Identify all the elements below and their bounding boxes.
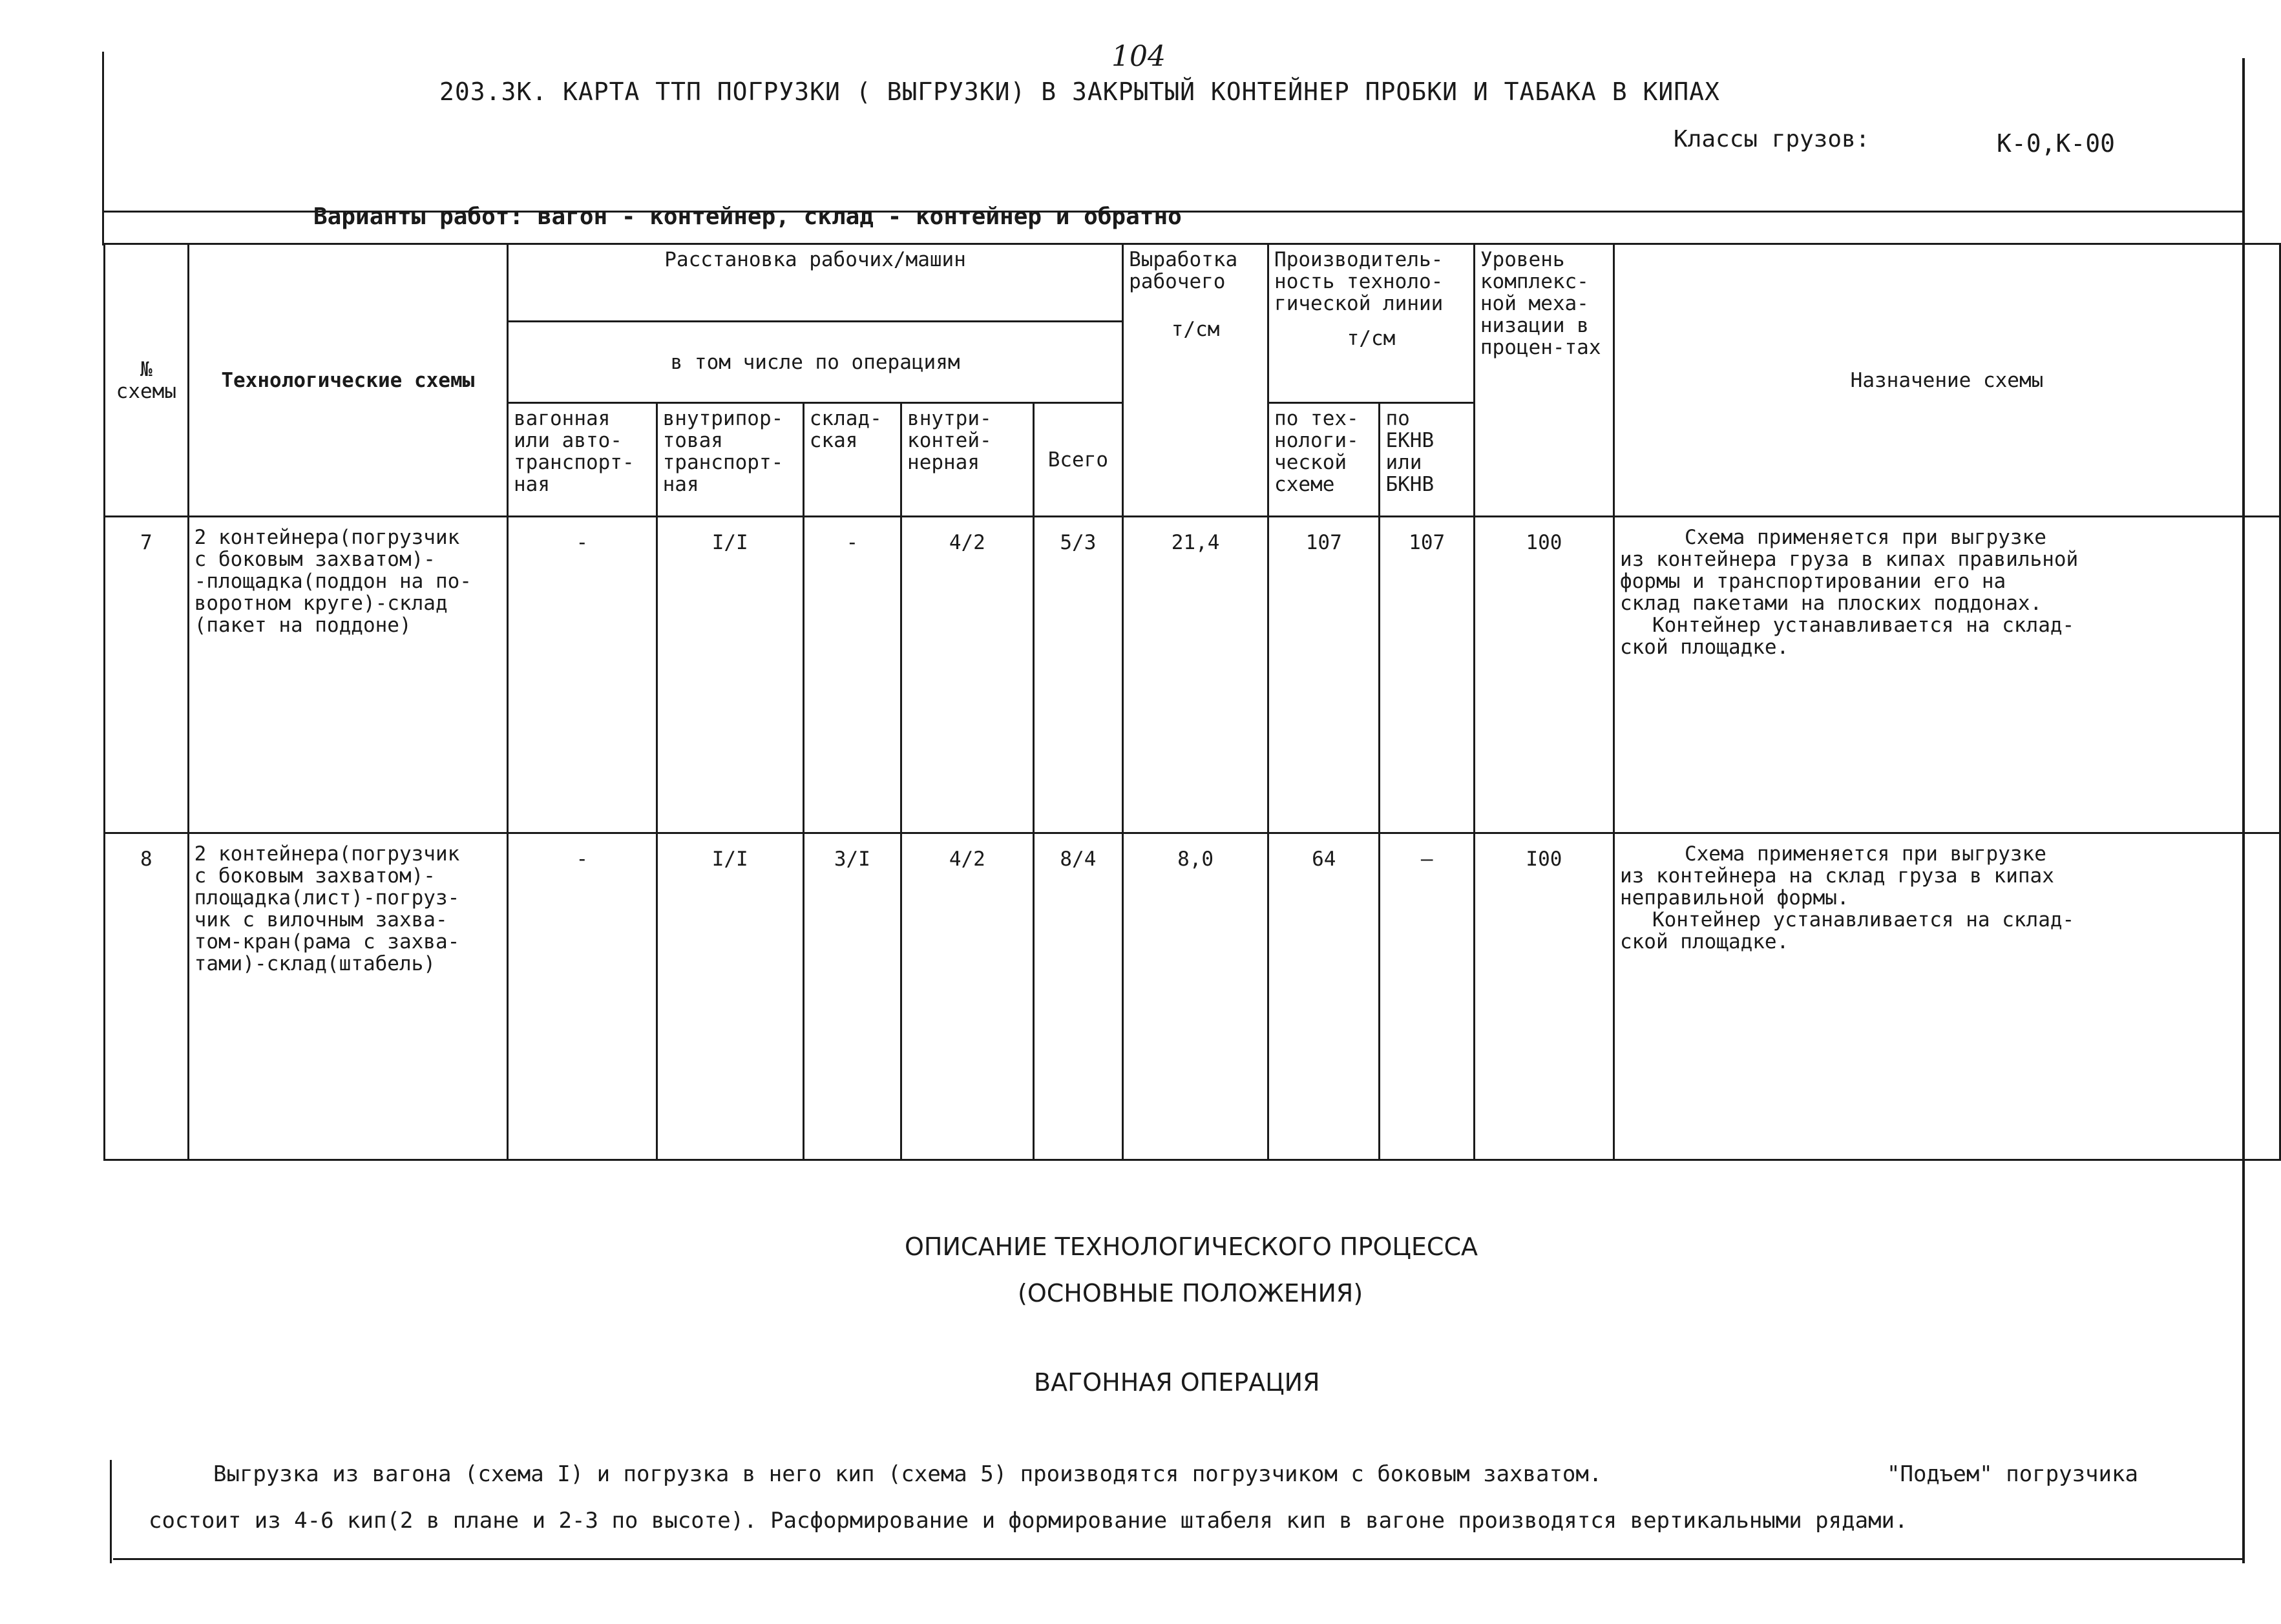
row-warehouse: 3/I [803, 833, 901, 1160]
paragraph-line-2: состоит из 4-6 кип(2 в плане и 2-3 по высоте). Расформирование и формирование штабеля кип в вагоне производятся вертикальными рядами. [149, 1508, 1908, 1534]
document-title: 203.ЗК. КАРТА ТТП ПОГРУЗКИ ( ВЫГРУЗКИ) В ЗАКРЫТЫЙ КОНТЕЙНЕР ПРОБКИ И ТАБАКА В КИПАХ [439, 78, 1720, 106]
header-total: Всего [1033, 403, 1122, 517]
row-by-eknv: 107 [1380, 517, 1474, 833]
row-intraport: I/I [657, 517, 803, 833]
paragraph-line-1: Выгрузка из вагона (схема I) и погрузка в него кип (схема 5) производятся погрузчиком с боковым захватом. [213, 1461, 1603, 1487]
row-purpose [1614, 517, 2280, 833]
scheme-line: воротном круге)-склад [194, 592, 448, 615]
row-total: 8/4 [1033, 833, 1122, 1160]
header-by-scheme: по тех-нологи-ческой схеме [1268, 403, 1380, 517]
row-by-eknv: — [1380, 833, 1474, 1160]
purpose-line: Контейнер устанавливается на склад- [1652, 614, 2075, 637]
row-by-scheme: 107 [1268, 517, 1380, 833]
row-intraport: I/I [657, 833, 803, 1160]
row-warehouse: - [803, 517, 901, 833]
header-intraport: внутрипор-товая транспорт-ная [657, 403, 803, 517]
scheme-line: чик с вилочным захва- [194, 908, 448, 932]
row-output: 21,4 [1123, 517, 1268, 833]
purpose-line: неправильной формы. [1619, 886, 1849, 910]
cargo-classes-value: К-0,К-00 [1997, 129, 2116, 158]
work-variants-value: вагон - контейнер, склад - контейнер и обратно [537, 203, 1182, 230]
page-number: 104 [1111, 40, 1166, 73]
row-mechanization: 100 [1474, 517, 1614, 833]
scheme-line: (пакет на поддоне) [194, 614, 412, 637]
row-scheme [188, 833, 507, 1160]
purpose-line: Контейнер устанавливается на склад- [1652, 908, 2075, 932]
header-placement: Расстановка рабочих/машин [508, 244, 1123, 322]
table-row [105, 517, 2280, 833]
description-subtitle: (ОСНОВНЫЕ ПОЛОЖЕНИЯ) [1018, 1279, 1363, 1307]
header-productivity [1268, 244, 1475, 403]
scheme-line: тами)-склад(штабель) [194, 952, 436, 975]
purpose-line: склад пакетами на плоских поддонах. [1619, 592, 2043, 615]
cargo-classes-label: Классы грузов: [1674, 126, 1870, 152]
header-intracontainer: внутри-контей-нерная [901, 403, 1034, 517]
header-by-eknv: по ЕКНВ или БКНВ [1380, 403, 1474, 517]
header-schemes: Технологические схемы [188, 244, 507, 517]
row-num: 7 [105, 517, 189, 833]
purpose-line: ской площадке. [1619, 930, 1789, 953]
header-productivity-label: Производитель-ность техноло-гической линии [1274, 248, 1444, 315]
header-productivity-unit: т/см [1347, 327, 1396, 350]
row-output: 8,0 [1123, 833, 1268, 1160]
scheme-line: площадка(лист)-погруз- [194, 886, 460, 910]
header-num: № схемы [105, 244, 189, 517]
row-num: 8 [105, 833, 189, 1160]
purpose-line: Схема применяется при выгрузке [1684, 842, 2046, 866]
purpose-line: из контейнера груза в кипах правильной [1619, 548, 2079, 571]
left-margin-line [102, 52, 104, 245]
scheme-line: с боковым захватом)- [194, 548, 436, 571]
bottom-rule [113, 1558, 2242, 1560]
header-purpose: Назначение схемы [1614, 244, 2280, 517]
paragraph-line-1b: "Подъем" погрузчика [1887, 1461, 2138, 1487]
row-wagon: - [508, 833, 657, 1160]
left-margin-line-lower [110, 1460, 112, 1563]
scheme-line: с боковым захватом)- [194, 864, 436, 888]
header-by-operations: в том числе по операциям [508, 322, 1123, 403]
row-by-scheme: 64 [1268, 833, 1380, 1160]
operation-title: ВАГОННАЯ ОПЕРАЦИЯ [1034, 1368, 1320, 1397]
header-output-label: Выработка рабочего [1129, 248, 1238, 293]
purpose-line: Схема применяется при выгрузке [1684, 526, 2046, 549]
row-intracontainer: 4/2 [901, 517, 1034, 833]
header-output-unit: т/см [1171, 318, 1220, 341]
row-intracontainer: 4/2 [901, 833, 1034, 1160]
scheme-line: 2 контейнера(погрузчик [194, 842, 460, 866]
header-output [1123, 244, 1268, 517]
work-variants [313, 203, 1182, 230]
header-warehouse: склад-ская [803, 403, 901, 517]
scheme-line: том-кран(рама с захва- [194, 930, 460, 953]
header-wagon: вагонная или авто-транспорт-ная [508, 403, 657, 517]
table-row [105, 833, 2280, 1160]
purpose-line: ской площадке. [1619, 636, 1789, 659]
purpose-line: формы и транспортировании его на [1619, 570, 2006, 593]
tech-scheme-table [103, 243, 2281, 1161]
header-mechanization: Уровень комплекс-ной меха-низации в процен-тах [1474, 244, 1614, 517]
row-purpose [1614, 833, 2280, 1160]
row-scheme [188, 517, 507, 833]
purpose-line: из контейнера на склад груза в кипах [1619, 864, 2054, 888]
description-title: ОПИСАНИЕ ТЕХНОЛОГИЧЕСКОГО ПРОЦЕССА [905, 1233, 1478, 1261]
row-wagon: - [508, 517, 657, 833]
scheme-line: -площадка(поддон на по- [194, 570, 472, 593]
row-mechanization: I00 [1474, 833, 1614, 1160]
work-variants-label: Варианты работ: [313, 203, 524, 230]
row-total: 5/3 [1033, 517, 1122, 833]
scheme-line: 2 контейнера(погрузчик [194, 526, 460, 549]
